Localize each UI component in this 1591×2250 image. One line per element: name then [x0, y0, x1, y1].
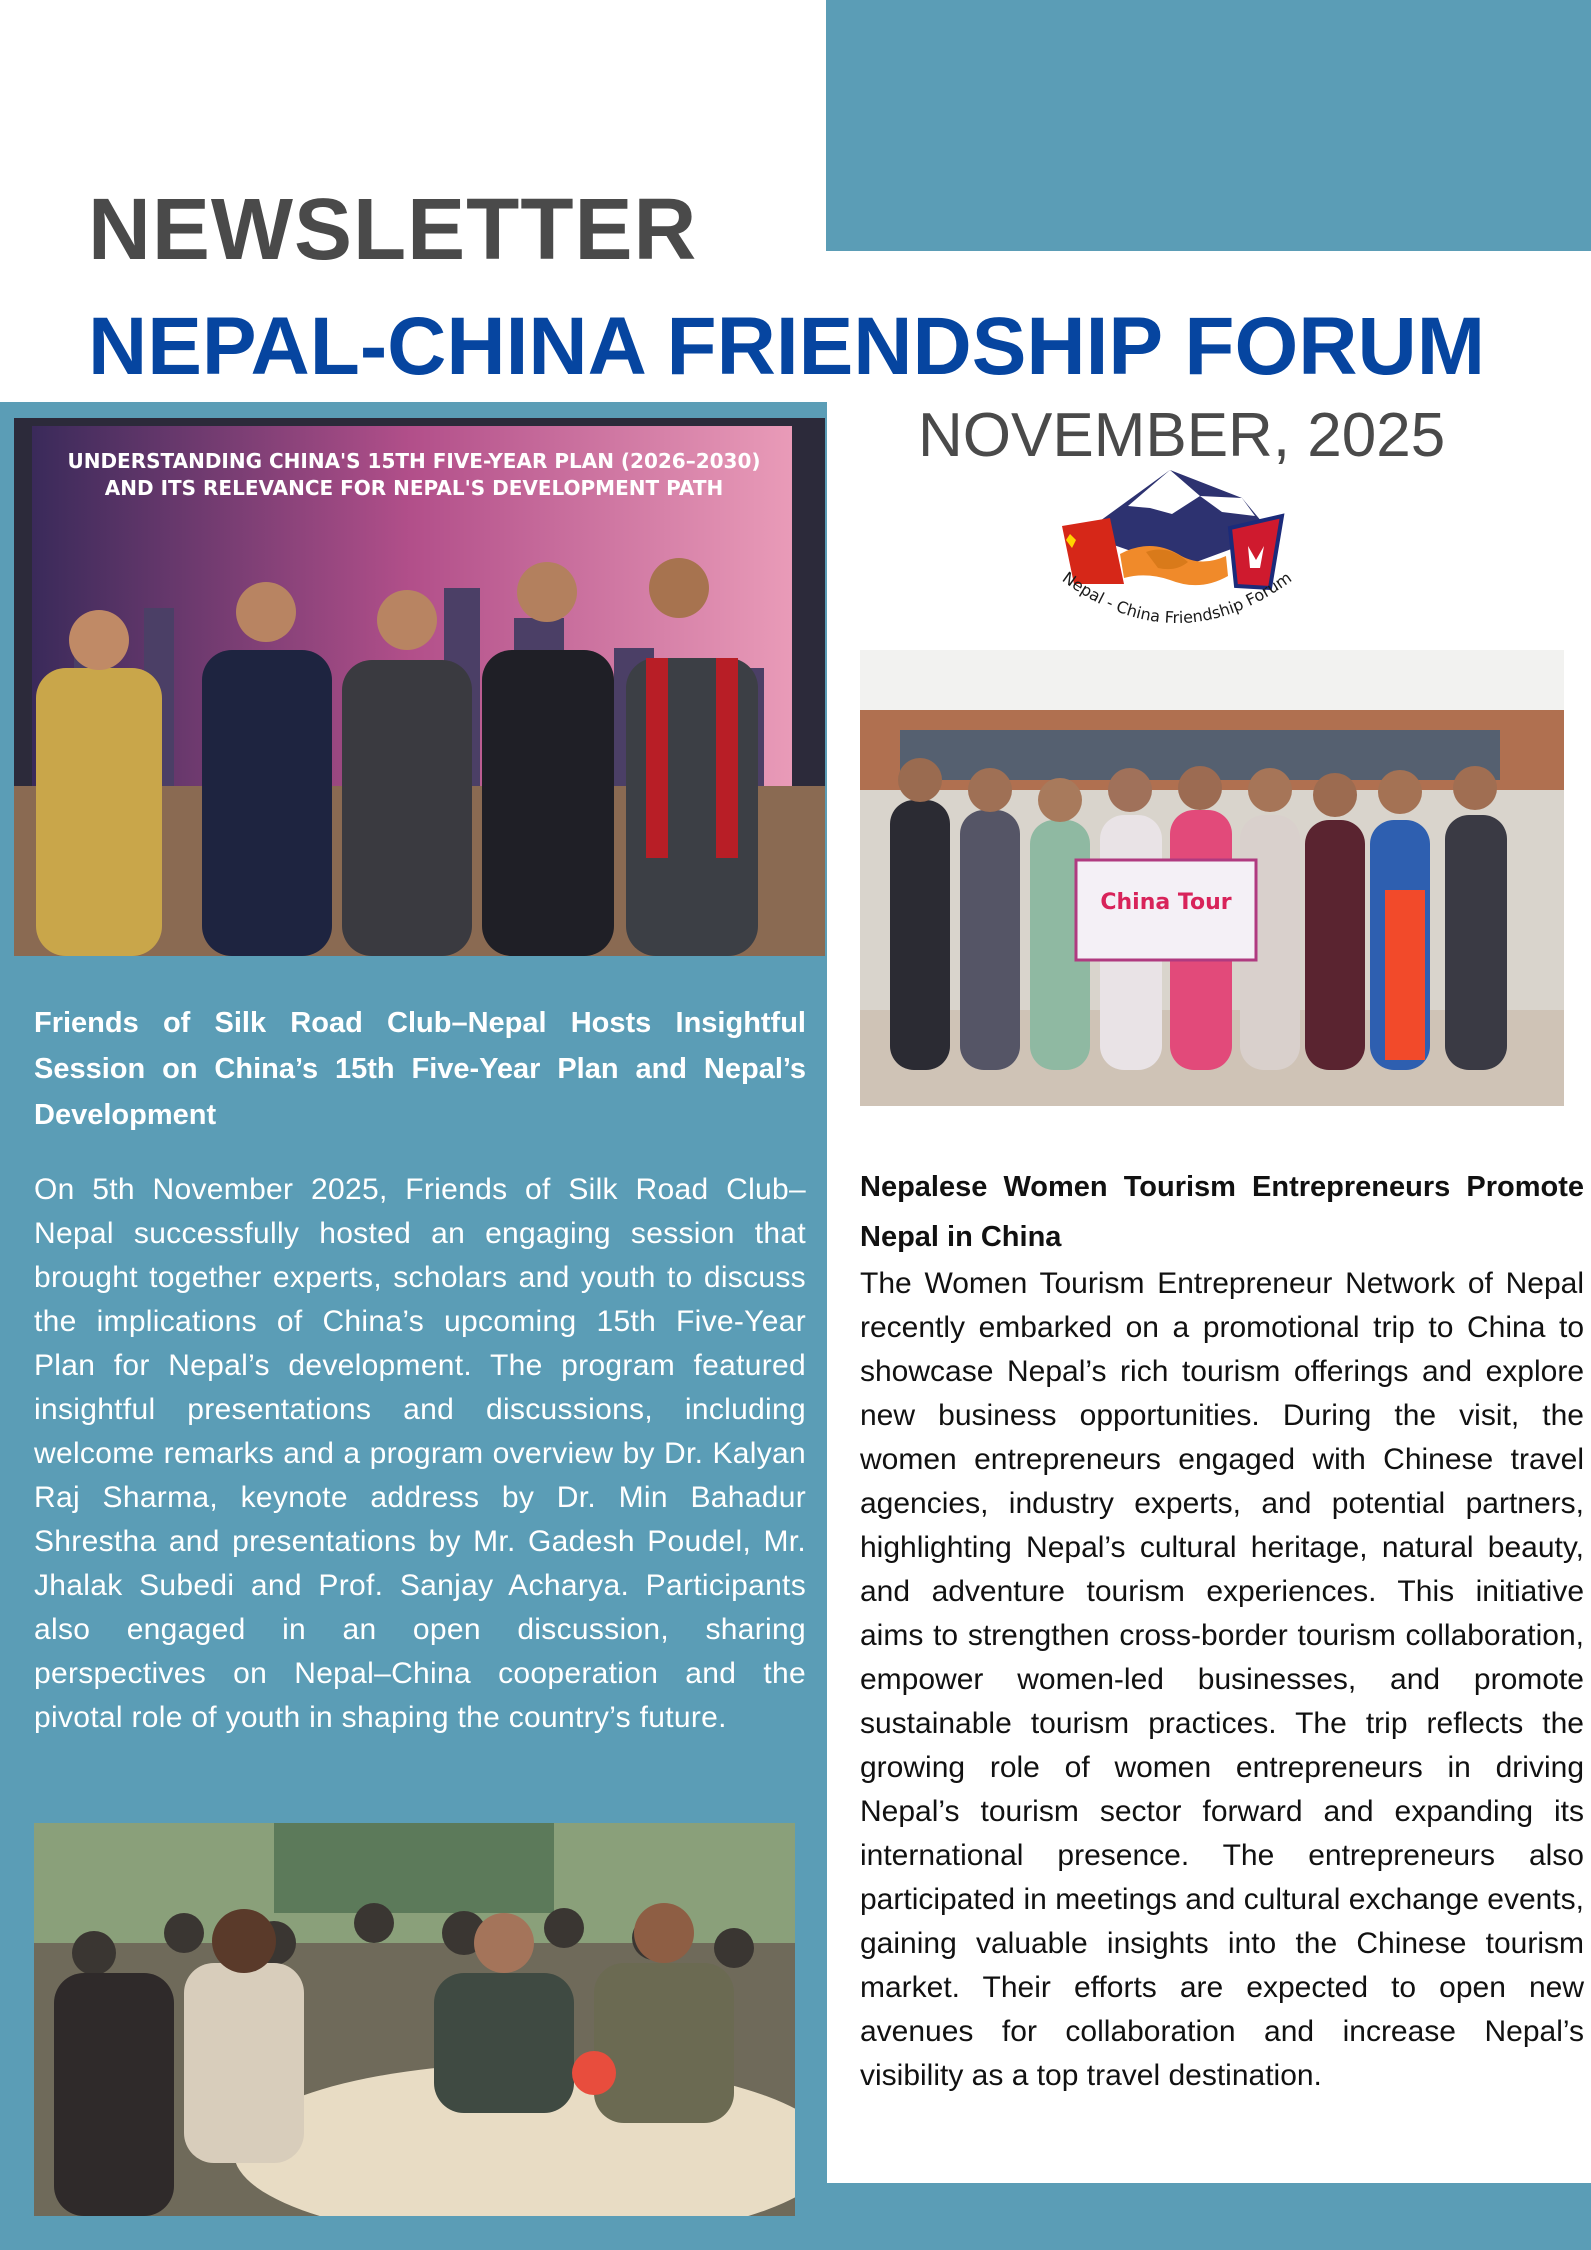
audience-photo-graphic — [34, 1823, 795, 2216]
tour-banner-text: China Tour — [1100, 890, 1232, 915]
newsletter-label: NEWSLETTER — [88, 181, 698, 278]
stage-banner-text: UNDERSTANDING CHINA'S 15TH FIVE-YEAR PLAN (2026–2030) AND ITS RELEVANCE FOR NEPAL'S DEVELOPMENT PATH — [67, 449, 761, 500]
logo-text: Nepal - China Friendship Forum — [1058, 567, 1296, 628]
article-women-tourism — [860, 1162, 1584, 2098]
article-silk-road-session — [34, 1000, 806, 1740]
audience-photo — [34, 1823, 795, 2216]
china-tour-group-photo — [860, 650, 1564, 1106]
article-women-tourism-heading: Nepalese Women Tourism Entrepreneurs Promote Nepal in China — [860, 1171, 1584, 1253]
footer-accent-bar — [827, 2183, 1591, 2250]
forum-logo — [1050, 468, 1304, 648]
header-accent-bar — [826, 0, 1591, 251]
article-silk-road-body: On 5th November 2025, Friends of Silk Road Club–Nepal successfully hosted an engaging session that brought together experts, scholars and youth to discuss the implications of China’s upcoming 15th Five-Year Plan for Nepal’s development. The program featured insightful presentations and discussions, including welcome remarks and a program overview by Dr. Kalyan Raj Sharma, keynote address by Dr. Min Bahadur Shrestha and presentations by Mr. Gadesh Poudel, Mr. Jhalak Subedi and Prof. Sanjay Acharya. Participants also engaged in an open discussion, sharing perspectives on Nepal–China cooperation and the pivotal role of youth in shaping the country’s future. — [34, 1173, 806, 1734]
event-stage-photo — [14, 418, 825, 956]
tour-photo-graphic — [860, 650, 1564, 1106]
stage-photo-graphic — [14, 418, 825, 956]
logo-graphic — [1050, 468, 1304, 648]
article-silk-road-heading: Friends of Silk Road Club–Nepal Hosts Insightful Session on China’s 15th Five-Year Plan and Nepal’s Development — [34, 1007, 806, 1131]
issue-date: NOVEMBER, 2025 — [918, 401, 1446, 470]
org-title: NEPAL-CHINA FRIENDSHIP FORUM — [88, 301, 1486, 392]
article-women-tourism-body: The Women Tourism Entrepreneur Network of Nepal recently embarked on a promotional trip to China to showcase Nepal’s rich tourism offerings and explore new business opportunities. During the visit, the women entrepreneurs engaged with Chinese travel agencies, industry experts, and potential partners, highlighting Nepal’s cultural heritage, natural beauty, and adventure tourism experiences. This initiative aims to strengthen cross-border tourism collaboration, empower women-led businesses, and promote sustainable tourism practices. The trip reflects the growing role of women entrepreneurs in driving Nepal’s tourism sector forward and expanding its international presence. The entrepreneurs also participated in meetings and cultural exchange events, gaining valuable insights into the Chinese tourism market. Their efforts are expected to open new avenues for collaboration and increase Nepal’s visibility as a top travel destination. — [860, 1267, 1584, 2092]
